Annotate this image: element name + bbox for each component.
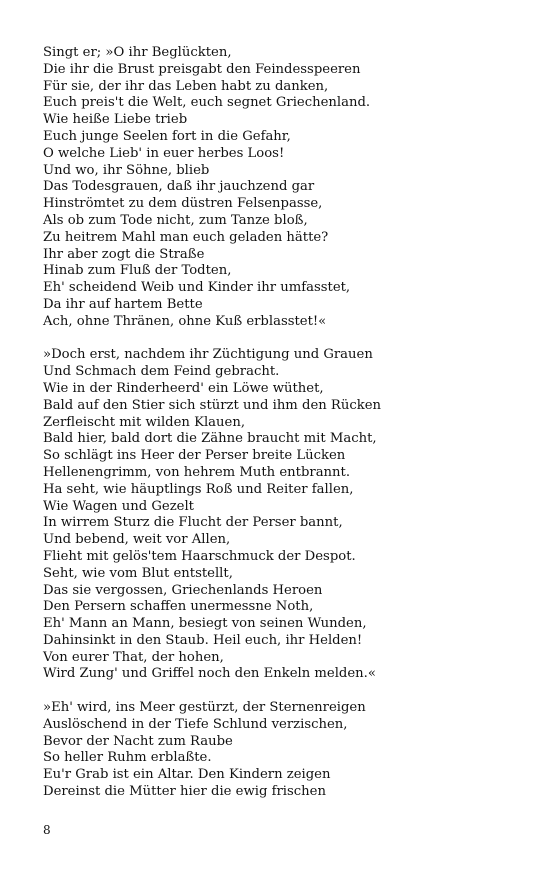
poem-text xyxy=(43,45,523,801)
poem-line: Dahinsinkt in den Staub. Heil euch, ihr Helden! xyxy=(43,632,363,648)
poem-line: Ha seht, wie häuptlings Roß und Reiter fallen, xyxy=(43,481,354,497)
poem-line: Hinströmtet zu dem düstren Felsenpasse, xyxy=(43,196,323,212)
poem-line: Singt er; »O ihr Beglückten, xyxy=(43,45,232,60)
poem-line: Eh' scheidend Weib und Kinder ihr umfasstet, xyxy=(43,280,351,296)
poem-line: Da ihr auf hartem Bette xyxy=(43,296,203,312)
poem-line: Und wo, ihr Söhne, blieb xyxy=(43,162,210,178)
stanza-2 xyxy=(43,347,523,683)
poem-line: Eh' Mann an Mann, besiegt von seinen Wunden, xyxy=(43,616,367,632)
poem-line: Auslöschend in der Tiefe Schlund verzischen, xyxy=(43,716,348,732)
poem-line: Seht, wie vom Blut entstellt, xyxy=(43,565,233,581)
poem-line: So heller Ruhm erblaßte. xyxy=(43,750,212,766)
poem-line: Ihr aber zogt die Straße xyxy=(43,246,205,262)
poem-line: Und Schmach dem Feind gebracht. xyxy=(43,364,280,380)
poem-line: In wirrem Sturz die Flucht der Perser bannt, xyxy=(43,515,343,531)
poem-line: O welche Lieb' in euer herbes Loos! xyxy=(43,145,285,161)
poem-line: Als ob zum Tode nicht, zum Tanze bloß, xyxy=(43,212,308,228)
poem-line: Für sie, der ihr das Leben habt zu danken, xyxy=(43,78,329,94)
poem-line: Die ihr die Brust preisgabt den Feindesspeeren xyxy=(43,61,361,77)
poem-line: Hinab zum Fluß der Todten, xyxy=(43,263,232,279)
poem-line: Bevor der Nacht zum Raube xyxy=(43,733,233,749)
poem-line: Und bebend, weit vor Allen, xyxy=(43,532,231,548)
poem-line: Hellenengrimm, von hehrem Muth entbrannt. xyxy=(43,464,351,480)
poem-line: Ach, ohne Thränen, ohne Kuß erblasstet!« xyxy=(43,313,327,329)
poem-line: So schlägt ins Heer der Perser breite Lücken xyxy=(43,448,346,464)
stanza-3 xyxy=(43,700,523,801)
poem-line: Wie heiße Liebe trieb xyxy=(43,112,188,128)
poem-line: Wie in der Rinderheerd' ein Löwe wüthet, xyxy=(43,380,324,396)
poem-line: Das Todesgrauen, daß ihr jauchzend gar xyxy=(43,179,315,195)
poem-line: Zu heitrem Mahl man euch geladen hätte? xyxy=(43,229,329,245)
poem-line: Bald auf den Stier sich stürzt und ihm den Rücken xyxy=(43,397,382,413)
poem-line: »Eh' wird, ins Meer gestürzt, der Sternenreigen xyxy=(43,700,366,716)
poem-line: Den Persern schaffen unermessne Noth, xyxy=(43,599,314,615)
poem-line: Dereinst die Mütter hier die ewig frischen xyxy=(43,784,326,800)
poem-line: Von eurer That, der hohen, xyxy=(43,649,224,665)
poem-line: Das sie vergossen, Griechenlands Heroen xyxy=(43,582,323,598)
poem-line: Flieht mit gelös'tem Haarschmuck der Despot. xyxy=(43,548,356,564)
poem-line: Eu'r Grab ist ein Altar. Den Kindern zeigen xyxy=(43,767,331,783)
poem-line: Wird Zung' und Griffel noch den Enkeln melden.« xyxy=(43,666,376,682)
poem-line: Euch junge Seelen fort in die Gefahr, xyxy=(43,128,291,144)
poem-line: Wie Wagen und Gezelt xyxy=(43,498,194,514)
poem-line: Euch preis't die Welt, euch segnet Griechenland. xyxy=(43,95,371,111)
stanza-1 xyxy=(43,45,523,331)
poem-line: Zerfleischt mit wilden Klauen, xyxy=(43,414,246,430)
page-number: 8 xyxy=(43,823,51,837)
poem-line: »Doch erst, nachdem ihr Züchtigung und Grauen xyxy=(43,347,373,363)
poem-line: Bald hier, bald dort die Zähne braucht mit Macht, xyxy=(43,431,377,447)
